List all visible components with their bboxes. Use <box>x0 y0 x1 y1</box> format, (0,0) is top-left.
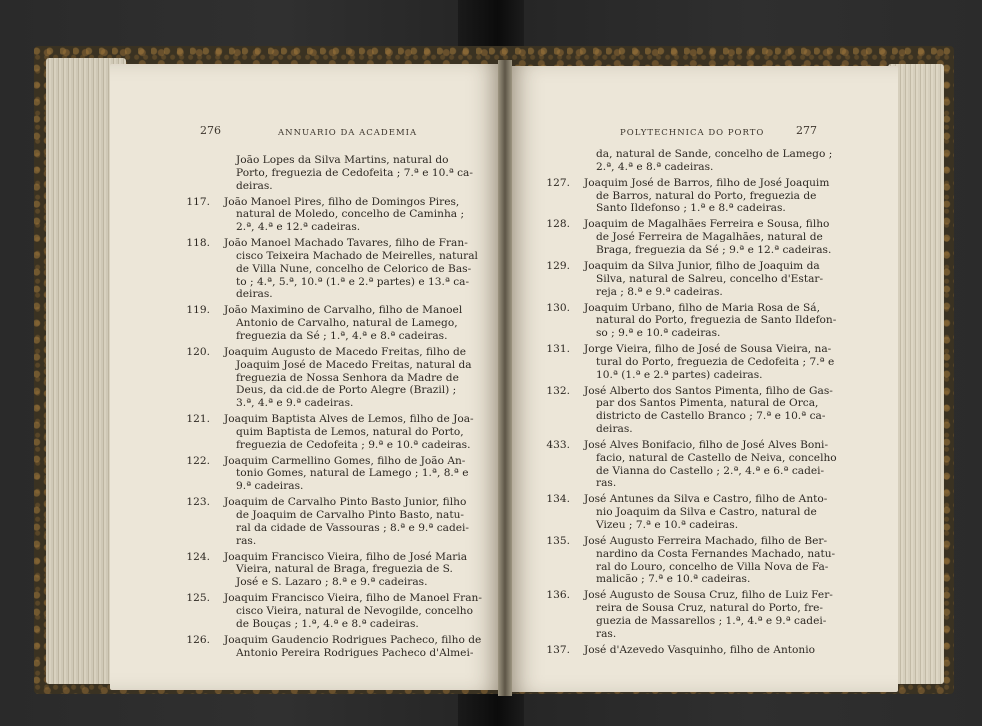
entry-line: João Maximino de Carvalho, filho de Manoel <box>224 304 463 317</box>
list-item <box>176 237 486 301</box>
list-item <box>536 589 836 640</box>
list-item <box>176 196 486 234</box>
entry-line: reja ; 8.ª e 9.ª cadeiras. <box>596 285 723 298</box>
list-item <box>536 493 836 531</box>
entry-number: 128. <box>546 218 570 231</box>
entry-line: de José Ferreira de Magalhães, natural de <box>596 231 823 244</box>
entry-line: da, natural de Sande, concelho de Lamego ; <box>596 148 833 160</box>
list-item <box>536 535 836 586</box>
entry-line: Jorge Vieira, filho de José de Sousa Vieira, na- <box>584 343 832 356</box>
entry-line: José Alberto dos Santos Pimenta, filho de Gas- <box>584 384 833 397</box>
entry-line: tonio Gomes, natural de Lamego ; 1.ª, 8.ª e <box>236 467 469 480</box>
entry-line: facio, natural de Castello de Neiva, concelho <box>596 451 837 464</box>
entry-line: Joaquim Baptista Alves de Lemos, filho de Joa- <box>224 413 474 426</box>
entry-line: deiras. <box>596 423 633 436</box>
entry-line: José d'Azevedo Vasquinho, filho de Antonio <box>584 643 815 656</box>
entry-line: Antonio Pereira Rodrigues Pacheco d'Almei- <box>236 646 474 659</box>
entry-line: 10.ª (1.ª e 2.ª partes) cadeiras. <box>596 368 763 381</box>
right-page-number: 277 <box>796 124 817 137</box>
entry-line: cisco Vieira, natural de Nevogilde, concelho <box>236 604 474 617</box>
list-item <box>536 260 836 298</box>
entry-line: reira de Sousa Cruz, natural do Porto, fre- <box>596 602 823 615</box>
entry-line: natural de Moledo, concelho de Caminha ; <box>236 208 465 221</box>
entry-line: Santo Ildefonso ; 1.ª e 8.ª cadeiras. <box>596 202 786 215</box>
entry-line: José Augusto Ferreira Machado, filho de Ber- <box>584 535 828 547</box>
entry-number: 127. <box>546 176 570 189</box>
left-page-number: 276 <box>200 124 221 137</box>
entry-line: de Villa Nune, concelho de Celorico de Bas- <box>236 262 472 275</box>
list-item <box>536 302 836 340</box>
entry-number: 123. <box>186 496 210 509</box>
entry-line: Joaquim de Magalhães Ferreira e Sousa, filho <box>584 218 830 231</box>
list-item <box>536 439 836 490</box>
entry-line: deiras. <box>236 288 273 301</box>
entry-line: João Lopes da Silva Martins, natural do <box>236 154 449 166</box>
list-item <box>536 644 836 657</box>
right-running-head: POLYTECHNICA DO PORTO <box>620 128 765 138</box>
entry-number: 121. <box>186 413 210 426</box>
entry-number: 124. <box>186 550 210 563</box>
entry-line: Braga, freguezia da Sé ; 9.ª e 12.ª cadeiras. <box>596 243 832 256</box>
entry-line: ras. <box>596 477 617 490</box>
entry-line: João Manoel Machado Tavares, filho de Fran- <box>224 237 468 250</box>
entry-line: malicão ; 7.ª e 10.ª cadeiras. <box>596 573 751 586</box>
entry-line: Joaquim Francisco Vieira, filho de Manoel Fran- <box>224 592 482 605</box>
entry-line: de Bouças ; 1.ª, 4.ª e 8.ª cadeiras. <box>236 617 419 630</box>
right-entry-list <box>536 148 836 660</box>
entry-line: José e S. Lazaro ; 8.ª e 9.ª cadeiras. <box>236 576 428 589</box>
entry-line: Joaquim Francisco Vieira, filho de José Maria <box>224 550 468 563</box>
entry-line: ras. <box>596 627 617 640</box>
entry-line: João Manoel Pires, filho de Domingos Pires, <box>224 195 460 208</box>
list-item <box>176 592 486 630</box>
entry-number: 137. <box>546 643 570 656</box>
entry-line: Antonio de Carvalho, natural de Lamego, <box>236 317 458 330</box>
entry-line: quim Baptista de Lemos, natural do Porto, <box>236 425 464 438</box>
entry-line: ral da cidade de Vassouras ; 8.ª e 9.ª cadei- <box>236 521 469 534</box>
entry-line: to ; 4.ª, 5.ª, 10.ª (1.ª e 2.ª partes) e 13.ª ca- <box>236 275 470 288</box>
entry-number: 126. <box>186 633 210 646</box>
list-item <box>536 148 836 174</box>
entry-line: de Barros, natural do Porto, freguezia de <box>596 189 817 202</box>
list-item <box>536 343 836 381</box>
entry-number: 433. <box>546 439 570 452</box>
entry-number: 120. <box>186 345 210 358</box>
list-item <box>176 413 486 451</box>
list-item <box>536 385 836 436</box>
entry-number: 118. <box>186 237 210 250</box>
list-item <box>176 496 486 547</box>
list-item <box>176 346 486 410</box>
entry-line: Joaquim Urbano, filho de Maria Rosa de Sá, <box>584 301 820 314</box>
list-item <box>176 551 486 589</box>
entry-number: 132. <box>546 384 570 397</box>
entry-line: freguezia de Nossa Senhora da Madre de <box>236 371 459 384</box>
entry-line: Joaquim Carmellino Gomes, filho de João An- <box>224 454 466 467</box>
entry-line: 9.ª cadeiras. <box>236 480 304 493</box>
entry-line: guezia de Massarellos ; 1.ª, 4.ª e 9.ª cadei- <box>596 614 827 627</box>
entry-line: ral do Louro, concelho de Villa Nova de Fa- <box>596 560 829 573</box>
entry-number: 130. <box>546 301 570 314</box>
list-item <box>536 177 836 215</box>
entry-line: nio Joaquim da Silva e Castro, natural de <box>596 506 817 519</box>
entry-number: 122. <box>186 454 210 467</box>
entry-line: Joaquim Gaudencio Rodrigues Pacheco, filho de <box>224 633 482 646</box>
entry-line: deiras. <box>236 179 273 192</box>
entry-line: ras. <box>236 534 257 547</box>
list-item <box>176 304 486 342</box>
list-item <box>176 634 486 660</box>
entry-line: tural do Porto, freguezia de Cedofeita ; 7.ª e <box>596 355 835 368</box>
entry-line: de Vianna do Castello ; 2.ª, 4.ª e 6.ª cadei- <box>596 464 825 477</box>
entry-line: José Antunes da Silva e Castro, filho de Anto- <box>584 493 828 506</box>
entry-line: freguezia da Sé ; 1.ª, 4.ª e 8.ª cadeiras. <box>236 329 448 342</box>
entry-line: Joaquim José de Macedo Freitas, natural da <box>236 358 472 371</box>
entry-number: 135. <box>546 535 570 547</box>
entry-line: 2.ª, 4.ª e 12.ª cadeiras. <box>236 221 361 234</box>
entry-line: cisco Teixeira Machado de Meirelles, natural <box>236 249 478 262</box>
entry-line: Joaquim Augusto de Macedo Freitas, filho de <box>224 345 467 358</box>
entry-line: Joaquim José de Barros, filho de José Joaquim <box>584 176 830 189</box>
entry-number: 131. <box>546 343 570 356</box>
entry-line: Joaquim da Silva Junior, filho de Joaquim da <box>584 259 820 272</box>
entry-line: de Joaquim de Carvalho Pinto Basto, natu- <box>236 509 464 522</box>
entry-number: 125. <box>186 592 210 605</box>
entry-line: nardino da Costa Fernandes Machado, natu- <box>596 547 836 560</box>
list-item <box>176 154 486 192</box>
entry-line: natural do Porto, freguezia de Santo Ildefon- <box>596 314 837 327</box>
entry-line: par dos Santos Pimenta, natural de Orca, <box>596 397 819 410</box>
left-running-head: ANNUARIO DA ACADEMIA <box>278 128 418 138</box>
entry-line: 2.ª, 4.ª e 8.ª cadeiras. <box>596 160 714 173</box>
entry-line: 3.ª, 4.ª e 9.ª cadeiras. <box>236 397 354 410</box>
left-entry-list <box>176 154 486 663</box>
entry-line: Vizeu ; 7.ª e 10.ª cadeiras. <box>596 519 739 532</box>
entry-line: José Augusto de Sousa Cruz, filho de Luiz Fer- <box>584 589 833 602</box>
book-gutter <box>498 60 512 696</box>
entry-line: José Alves Bonifacio, filho de José Alves Boni- <box>584 439 829 452</box>
entry-number: 119. <box>186 304 210 317</box>
entry-line: Porto, freguezia de Cedofeita ; 7.ª e 10.ª ca- <box>236 166 473 179</box>
entry-number: 134. <box>546 493 570 506</box>
entry-line: freguezia de Cedofeita ; 9.ª e 10.ª cadeiras. <box>236 438 471 451</box>
entry-line: Joaquim de Carvalho Pinto Basto Junior, filho <box>224 496 467 509</box>
entry-number: 129. <box>546 259 570 272</box>
entry-line: Vieira, natural de Braga, freguezia de S. <box>236 563 453 576</box>
entry-line: districto de Castello Branco ; 7.ª e 10.ª ca- <box>596 410 826 423</box>
list-item <box>176 455 486 493</box>
entry-number: 117. <box>186 195 210 208</box>
entry-line: so ; 9.ª e 10.ª cadeiras. <box>596 327 721 340</box>
list-item <box>536 218 836 256</box>
entry-number: 136. <box>546 589 570 602</box>
entry-line: Deus, da cid.de de Porto Alegre (Brazil) ; <box>236 384 457 397</box>
entry-line: Silva, natural de Salreu, concelho d'Estar- <box>596 272 824 285</box>
